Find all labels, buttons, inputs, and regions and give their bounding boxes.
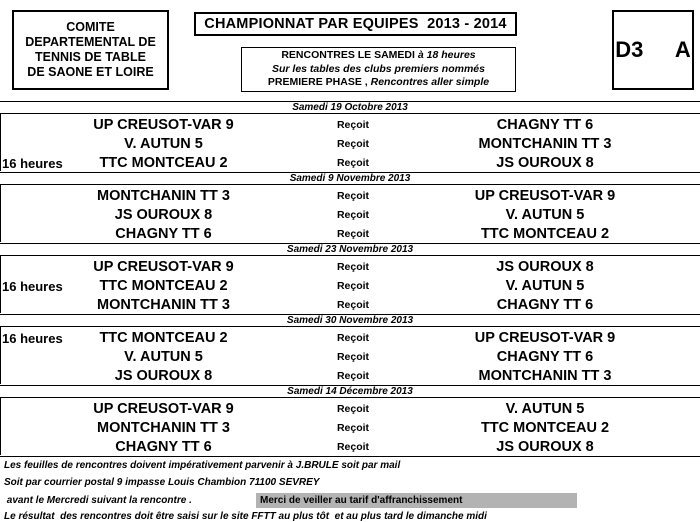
recoit-label: Reçoit bbox=[336, 422, 370, 434]
footer-line-4: Le résultat des rencontres doit être saisi sur le site FFTT au plus tôt et au plus tard le dimanche midi bbox=[4, 511, 487, 522]
round-date: Samedi 30 Novembre 2013 bbox=[0, 314, 700, 327]
footer-line-1: Les feuilles de rencontres doivent impérativement parvenir à J.BRULE soit par mail bbox=[4, 460, 401, 471]
home-team: V. AUTUN 5 bbox=[124, 349, 203, 365]
away-team: V. AUTUN 5 bbox=[505, 278, 585, 294]
home-team: TTC MONTCEAU 2 bbox=[99, 278, 228, 294]
away-team: UP CREUSOT-VAR 9 bbox=[474, 330, 616, 346]
match-row bbox=[0, 348, 700, 367]
recoit-label: Reçoit bbox=[336, 261, 370, 273]
championship-title bbox=[194, 12, 517, 36]
match-row bbox=[0, 206, 700, 225]
footer-line-3: avant le Mercredi suivant la rencontre . bbox=[4, 495, 192, 506]
away-team: V. AUTUN 5 bbox=[505, 401, 585, 417]
round-date: Samedi 9 Novembre 2013 bbox=[0, 172, 700, 185]
division-box bbox=[612, 10, 694, 90]
home-team: JS OUROUX 8 bbox=[114, 207, 213, 223]
info-box bbox=[241, 47, 516, 92]
home-team: MONTCHANIN TT 3 bbox=[97, 188, 230, 204]
division-label: D3 A bbox=[615, 37, 691, 62]
recoit-label: Reçoit bbox=[336, 119, 370, 131]
away-team: UP CREUSOT-VAR 9 bbox=[474, 188, 616, 204]
recoit-label: Reçoit bbox=[336, 157, 370, 169]
match-row bbox=[0, 277, 700, 296]
info-line-3 bbox=[242, 76, 515, 90]
home-team: UP CREUSOT-VAR 9 bbox=[93, 401, 234, 417]
schedule-bottom-border bbox=[0, 456, 700, 457]
info-line-3-italic: Rencontres aller simple bbox=[370, 76, 490, 89]
match-row bbox=[0, 400, 700, 419]
match-row bbox=[0, 225, 700, 244]
away-team: MONTCHANIN TT 3 bbox=[478, 368, 612, 384]
info-line-2 bbox=[242, 63, 515, 77]
recoit-label: Reçoit bbox=[336, 332, 370, 344]
info-line-3-bold: PREMIERE PHASE , bbox=[267, 76, 371, 89]
committee-line: DEPARTEMENTAL DE bbox=[25, 35, 156, 49]
home-team: JS OUROUX 8 bbox=[114, 368, 213, 384]
committee-line: COMITE bbox=[66, 20, 115, 34]
info-line-1-italic: à 18 heures bbox=[417, 49, 476, 62]
recoit-label: Reçoit bbox=[336, 190, 370, 202]
info-line-1-bold: RENCONTRES LE SAMEDI bbox=[281, 49, 418, 62]
match-time: 16 heures bbox=[2, 331, 63, 346]
match-row bbox=[0, 187, 700, 206]
postage-note: Merci de veiller au tarif d'affranchissement bbox=[256, 493, 577, 508]
committee-line: TENNIS DE TABLE bbox=[35, 50, 146, 64]
round-date: Samedi 19 Octobre 2013 bbox=[0, 101, 700, 114]
home-team: TTC MONTCEAU 2 bbox=[99, 155, 228, 171]
match-row bbox=[0, 258, 700, 277]
away-team: JS OUROUX 8 bbox=[496, 155, 594, 171]
recoit-label: Reçoit bbox=[336, 370, 370, 382]
recoit-label: Reçoit bbox=[336, 441, 370, 453]
recoit-label: Reçoit bbox=[336, 138, 370, 150]
home-team: CHAGNY TT 6 bbox=[115, 226, 212, 242]
home-team: UP CREUSOT-VAR 9 bbox=[93, 117, 234, 133]
info-line-1 bbox=[242, 49, 515, 63]
match-row bbox=[0, 154, 700, 173]
away-team: JS OUROUX 8 bbox=[496, 439, 594, 455]
home-team: TTC MONTCEAU 2 bbox=[99, 330, 228, 346]
home-team: CHAGNY TT 6 bbox=[115, 439, 212, 455]
away-team: JS OUROUX 8 bbox=[496, 259, 594, 275]
home-team: MONTCHANIN TT 3 bbox=[97, 420, 230, 436]
recoit-label: Reçoit bbox=[336, 403, 370, 415]
championship-title-text: CHAMPIONNAT PAR EQUIPES 2013 - 2014 bbox=[204, 16, 507, 32]
recoit-label: Reçoit bbox=[336, 280, 370, 292]
recoit-label: Reçoit bbox=[336, 299, 370, 311]
match-row bbox=[0, 296, 700, 315]
match-row bbox=[0, 329, 700, 348]
info-line-2-text: Sur les tables des clubs premiers nommés bbox=[271, 62, 485, 75]
committee-box bbox=[12, 10, 169, 90]
away-team: TTC MONTCEAU 2 bbox=[480, 226, 610, 242]
home-team: V. AUTUN 5 bbox=[124, 136, 203, 152]
away-team: CHAGNY TT 6 bbox=[496, 297, 594, 313]
away-team: V. AUTUN 5 bbox=[505, 207, 585, 223]
committee-line: DE SAONE ET LOIRE bbox=[27, 65, 154, 79]
home-team: UP CREUSOT-VAR 9 bbox=[93, 259, 234, 275]
match-row bbox=[0, 419, 700, 438]
match-time: 16 heures bbox=[2, 279, 63, 294]
recoit-label: Reçoit bbox=[336, 351, 370, 363]
recoit-label: Reçoit bbox=[336, 228, 370, 240]
round-date: Samedi 14 Décembre 2013 bbox=[0, 385, 700, 398]
footer-line-2: Soit par courrier postal 9 impasse Louis Chambion 71100 SEVREY bbox=[4, 477, 320, 488]
match-row bbox=[0, 135, 700, 154]
away-team: CHAGNY TT 6 bbox=[496, 349, 594, 365]
match-row bbox=[0, 367, 700, 386]
away-team: TTC MONTCEAU 2 bbox=[480, 420, 610, 436]
match-row bbox=[0, 116, 700, 135]
home-team: MONTCHANIN TT 3 bbox=[97, 297, 230, 313]
recoit-label: Reçoit bbox=[336, 209, 370, 221]
round-date: Samedi 23 Novembre 2013 bbox=[0, 243, 700, 256]
match-row bbox=[0, 438, 700, 457]
away-team: CHAGNY TT 6 bbox=[496, 117, 594, 133]
match-time: 16 heures bbox=[2, 156, 63, 171]
away-team: MONTCHANIN TT 3 bbox=[478, 136, 612, 152]
